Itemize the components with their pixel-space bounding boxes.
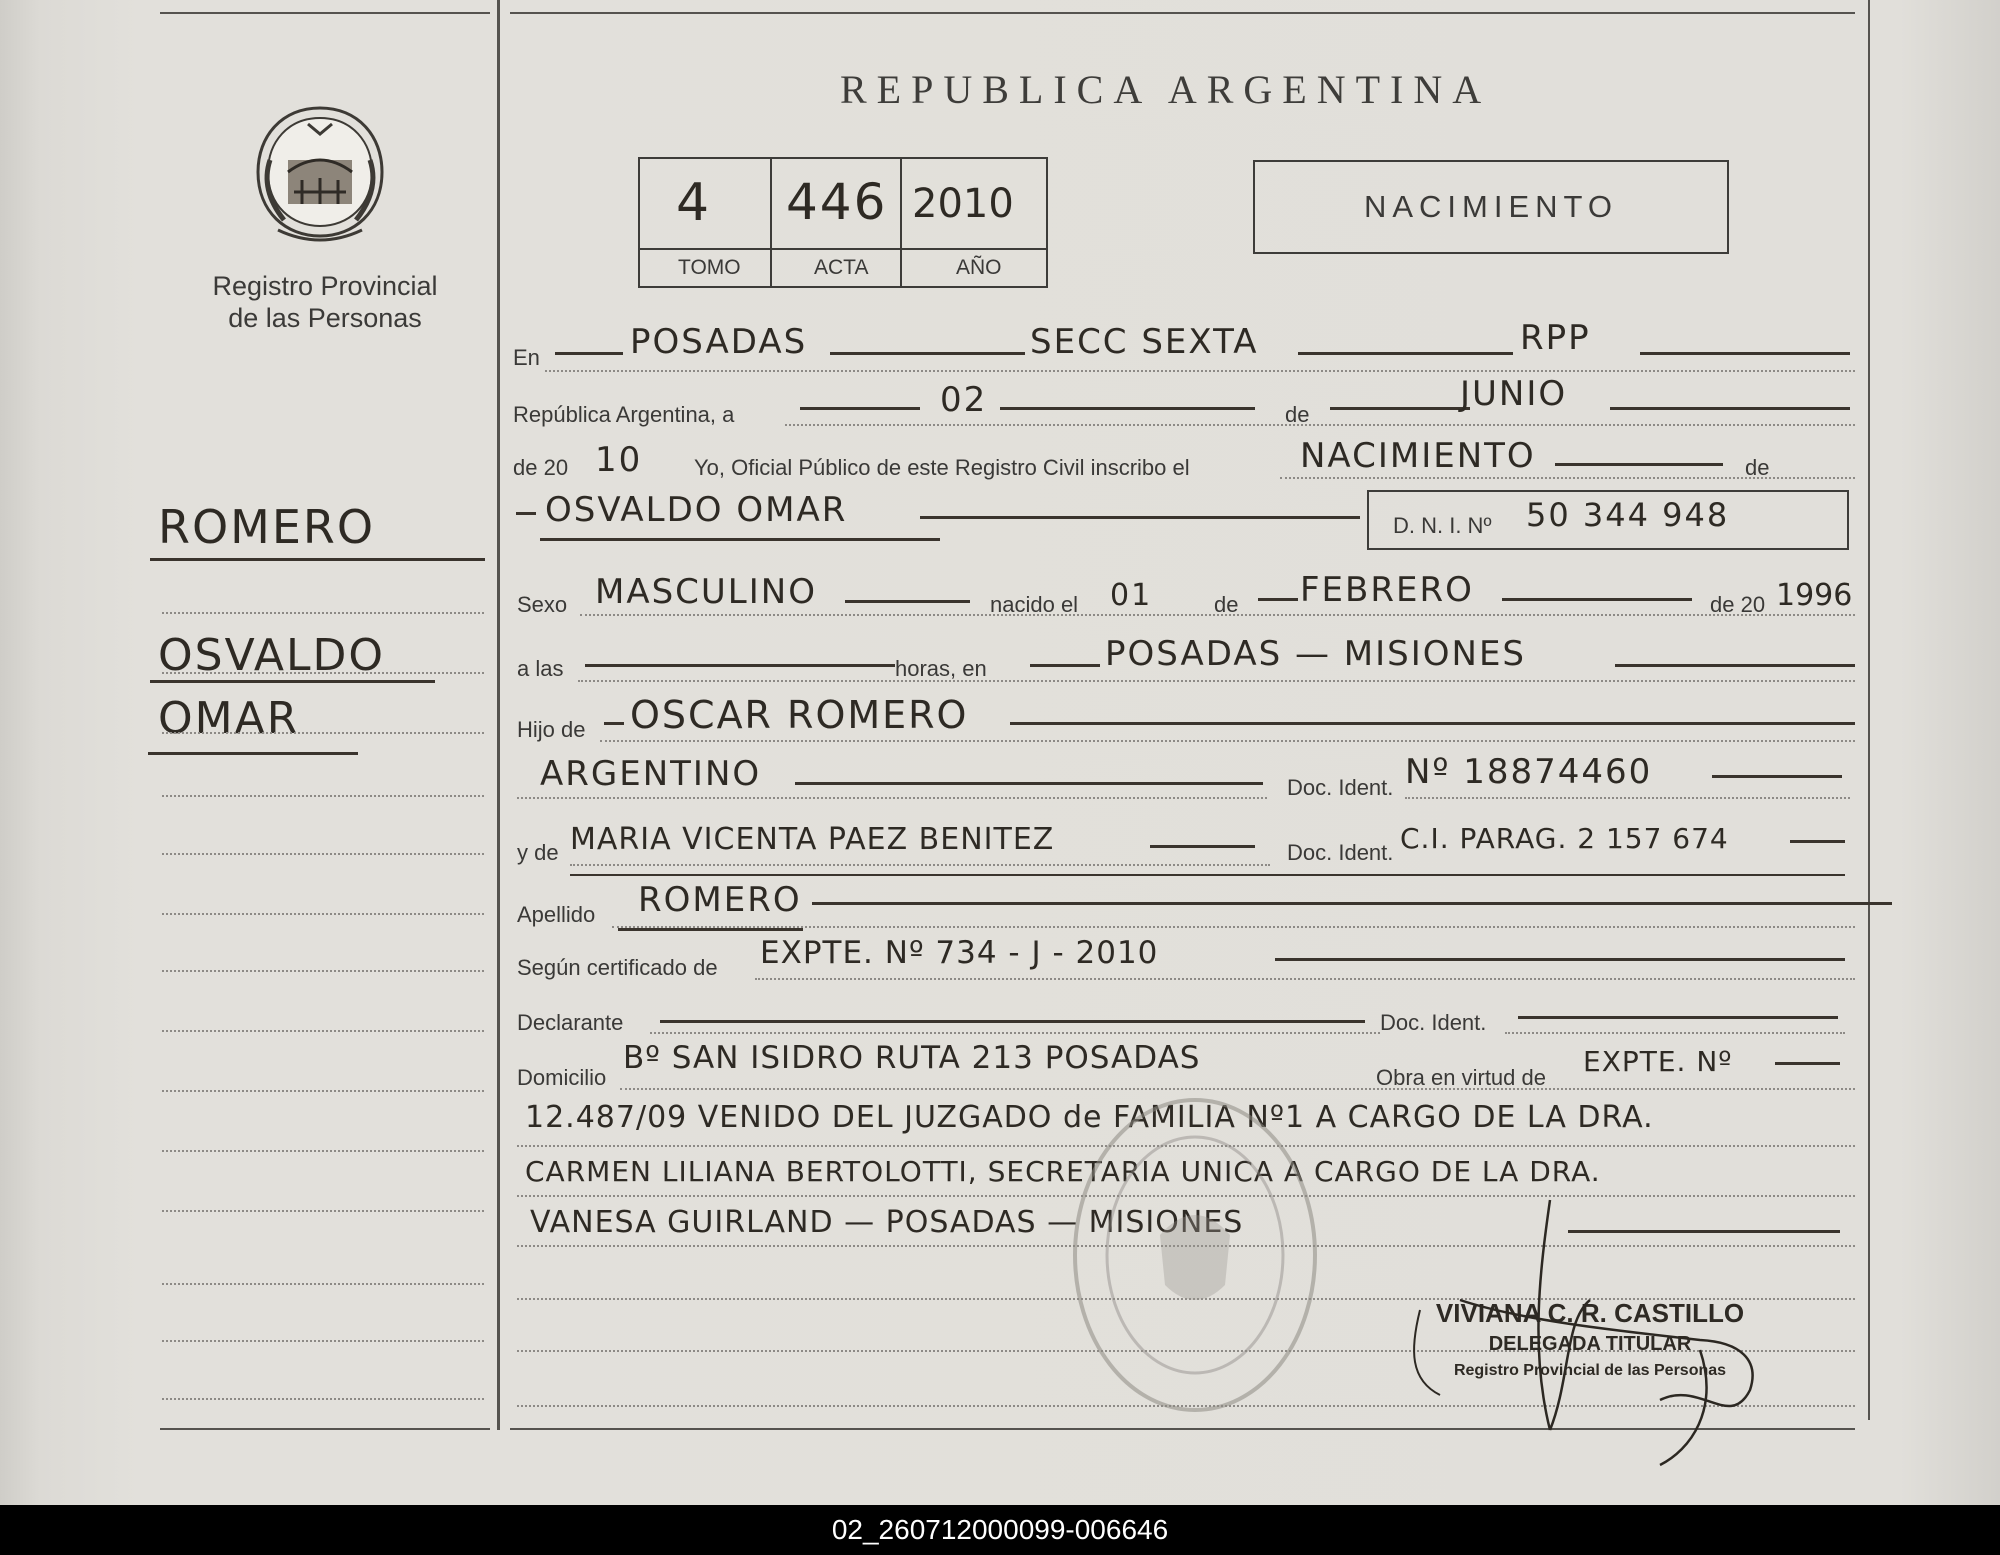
year-suffix: 10 xyxy=(595,440,643,480)
notes-line2: CARMEN LILIANA BERTOLOTTI, SECRETARIA UNICA A CARGO DE LA DRA. xyxy=(525,1155,1601,1188)
father-name: OSCAR ROMERO xyxy=(630,693,969,737)
month-value: JUNIO xyxy=(1460,374,1568,414)
inscribo-label: Yo, Oficial Público de este Registro Civil inscribo el xyxy=(694,455,1190,480)
right-border xyxy=(1868,0,1870,1420)
registry-name xyxy=(180,270,470,334)
record-box xyxy=(638,157,1048,288)
segun-label: Según certificado de xyxy=(517,955,718,980)
stamp-line2: DELEGADA TITULAR xyxy=(1488,1333,1692,1355)
official-round-stamp-icon xyxy=(1060,1085,1330,1425)
stamp-line1: VIVIANA C. R. CASTILLO xyxy=(1435,1298,1745,1328)
doc-ident-label3: Doc. Ident. xyxy=(1380,1010,1487,1035)
nacido-label: nacido el xyxy=(990,592,1079,617)
en-section: SECC SEXTA xyxy=(1030,322,1259,362)
person-name: OSVALDO OMAR xyxy=(545,490,848,530)
column-divider xyxy=(497,0,500,1430)
provincial-seal-icon xyxy=(248,100,393,245)
bottom-rule-left xyxy=(160,1428,490,1430)
tomo-label: TOMO xyxy=(678,256,741,279)
acta-label: ACTA xyxy=(814,256,869,279)
de-label2: de xyxy=(1745,455,1770,480)
yde-label: y de xyxy=(517,840,559,865)
de-label3: de xyxy=(1214,592,1239,617)
republica-label: República Argentina, a xyxy=(513,402,735,427)
notes-line3: VANESA GUIRLAND — POSADAS — MISIONES xyxy=(530,1205,1244,1240)
country-title: REPUBLICA ARGENTINA xyxy=(840,67,1492,112)
margin-surname: ROMERO xyxy=(158,500,376,554)
de20-label: de 20 xyxy=(513,455,569,480)
mother-name: MARIA VICENTA PAEZ BENITEZ xyxy=(570,822,1055,857)
dni-value: 50 344 948 xyxy=(1526,496,1730,534)
acta-value: 446 xyxy=(786,173,888,231)
act-type-label: NACIMIENTO xyxy=(1363,189,1619,224)
registry-line1: Registro Provincial xyxy=(212,271,438,301)
doc-ident-label2: Doc. Ident. xyxy=(1287,840,1394,865)
mother-doc: C.I. PARAG. 2 157 674 xyxy=(1400,822,1729,855)
registry-line2: de las Personas xyxy=(228,303,422,333)
birth-year: 1996 xyxy=(1776,578,1853,613)
birth-place: POSADAS — MISIONES xyxy=(1105,634,1527,674)
birth-day: 01 xyxy=(1110,578,1153,613)
domicilio-value: Bº SAN ISIDRO RUTA 213 POSADAS xyxy=(623,1040,1201,1076)
top-rule-right xyxy=(510,12,1855,14)
notes-line1: 12.487/09 VENIDO DEL JUZGADO de FAMILIA Nº1 A CARGO DE LA DRA. xyxy=(525,1100,1654,1135)
en-place: POSADAS xyxy=(630,322,808,362)
anio-label: AÑO xyxy=(956,256,1002,279)
act-type-box xyxy=(1253,160,1729,254)
day-value: 02 xyxy=(940,380,988,420)
obra-label: Obra en virtud de xyxy=(1376,1065,1546,1090)
apellido-label: Apellido xyxy=(517,902,596,927)
de-label: de xyxy=(1285,402,1310,427)
declarante-label: Declarante xyxy=(517,1010,624,1035)
father-nationality: ARGENTINO xyxy=(540,754,762,794)
doc-ident-label: Doc. Ident. xyxy=(1287,775,1394,800)
apellido-value: ROMERO xyxy=(638,880,802,920)
image-id-footer: 02_260712000099-006646 xyxy=(0,1505,2000,1555)
top-rule-left xyxy=(160,12,490,14)
sexo-value: MASCULINO xyxy=(595,572,817,612)
en-office: RPP xyxy=(1520,318,1591,358)
birth-month: FEBRERO xyxy=(1300,570,1474,610)
inscribo-value: NACIMIENTO xyxy=(1300,436,1536,476)
sexo-label: Sexo xyxy=(517,592,568,617)
stamp-line3: Registro Provincial de las Personas xyxy=(1453,1362,1727,1379)
de20-label2: de 20 xyxy=(1710,592,1766,617)
domicilio-label: Domicilio xyxy=(517,1065,607,1090)
margin-name2: OMAR xyxy=(158,693,300,744)
tomo-value: 4 xyxy=(676,173,712,233)
anio-value: 2010 xyxy=(912,181,1014,227)
signature-icon xyxy=(1400,1180,1790,1470)
hijo-label: Hijo de xyxy=(517,717,586,742)
margin-name1: OSVALDO xyxy=(158,630,385,681)
father-doc: Nº 18874460 xyxy=(1405,752,1653,792)
segun-value: EXPTE. Nº 734 - J - 2010 xyxy=(760,935,1159,971)
alas-label: a las xyxy=(517,656,564,681)
obra-value: EXPTE. Nº xyxy=(1583,1045,1733,1078)
en-label: En xyxy=(513,345,540,370)
dni-label: D. N. I. Nº xyxy=(1393,513,1492,538)
horas-label: horas, en xyxy=(895,656,987,681)
